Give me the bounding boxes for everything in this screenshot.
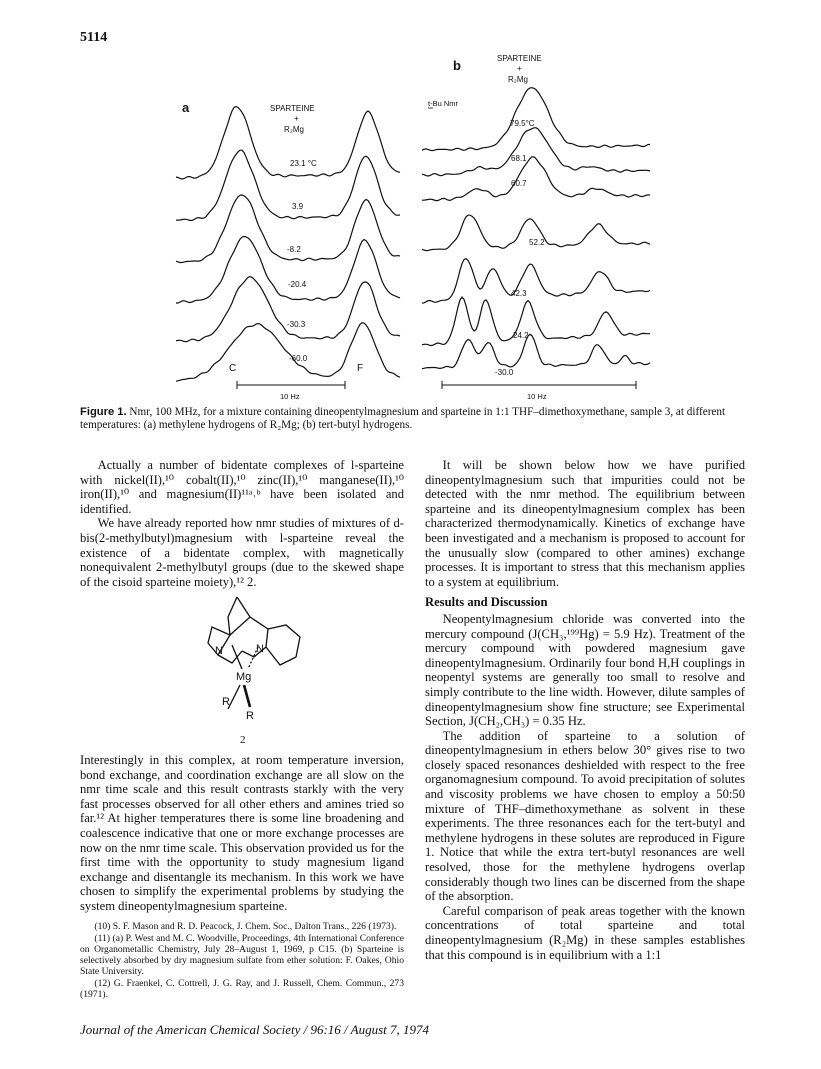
reference-11: (11) (a) P. West and M. C. Woodville, Proceedings, 4th International Conference on Organometallic Chemistry, July 28–August 1, 1969, p C15. (b) Sparteine is selectively absorbed by dry magnesium sulfate from ether solution: F. Oakes, Ohio State University. bbox=[80, 932, 404, 977]
figure-caption bbox=[80, 406, 745, 432]
compound-number: 2 bbox=[240, 734, 246, 746]
peak-label-f: F bbox=[357, 363, 364, 374]
panel-b-temp-1: 79.5°C bbox=[510, 119, 535, 128]
left-paragraph-2: We have already reported how nmr studies of mixtures of d-bis(2-methylbutyl)magnesium with l-sparteine reveal the existence of a bidentate complex, with magnetically nonequivalent 2-methylbutyl groups (due to the skewed shape of the cisoid sparteine moiety),¹² 2. bbox=[80, 516, 404, 589]
panel-b-temp-5: 42.3 bbox=[511, 289, 527, 298]
structure-group-r-1: R bbox=[222, 696, 230, 708]
panel-b-scale-label: 10 Hz bbox=[527, 392, 547, 401]
panel-b-temp-2: 68.1 bbox=[511, 154, 527, 163]
panel-b-header-line2: + bbox=[517, 64, 522, 73]
spectrum-trace bbox=[422, 128, 650, 176]
panel-b-header-line3: R₂Mg bbox=[508, 75, 528, 84]
panel-b-header-line1: SPARTEINE bbox=[497, 54, 542, 63]
spectrum-trace bbox=[422, 88, 650, 151]
spectrum-trace bbox=[176, 107, 400, 180]
panel-b-temp-4: 52.2 bbox=[529, 238, 545, 247]
spectrum-trace bbox=[422, 297, 650, 345]
figure-caption-text: Nmr, 100 MHz, for a mixture containing dineopentylmagnesium and sparteine in 1:1 THF–dimethoxymethane, sample 3, at different temperatures: (a) methylene hydrogens of R₂Mg; (b) tert-butyl hydrogens. bbox=[80, 406, 726, 431]
left-paragraph-1: Actually a number of bidentate complexes of l-sparteine with nickel(II),¹⁰ cobalt(II),¹⁰ zinc(II),¹⁰ manganese(II),¹⁰ iron(II),¹⁰ and magnesium(II)¹¹ᵃ˒ᵇ have been isolated and identified. bbox=[80, 458, 404, 516]
panel-b-nmr-label: t-Bu Nmr bbox=[428, 99, 458, 108]
right-paragraph-1: It will be shown below how we have purified dineopentylmagnesium such that impurities could not be detected with the nmr method. The equilibrium between sparteine and its dineopentylmagnesium complex has been characterized thermodynamically. Kinetics of exchange have been investigated and a mechanism is proposed to account for the unusually slow (compared to other amines) exchange processes. It is important to stress that this mechanism applies to a system at equilibrium. bbox=[425, 458, 745, 589]
panel-a-temp-6: -60.0 bbox=[289, 354, 308, 363]
panel-a-spectra bbox=[176, 107, 400, 382]
structure-atom-n-right: N bbox=[256, 643, 264, 655]
structure-atom-n-left: N bbox=[215, 645, 223, 657]
structure-atom-mg: Mg bbox=[236, 671, 252, 683]
panel-a-header-line2: + bbox=[294, 114, 299, 123]
spectrum-trace bbox=[176, 150, 400, 220]
figure-caption-label: Figure 1. bbox=[80, 406, 127, 418]
spectrum-trace bbox=[422, 259, 650, 304]
reference-12: (12) G. Fraenkel, C. Cottrell, J. G. Ray, and J. Russell, Chem. Commun., 273 (1971). bbox=[80, 977, 404, 1000]
panel-a-scale-bar bbox=[237, 381, 345, 389]
panel-b-temp-6: 24.2 bbox=[513, 331, 529, 340]
structure-group-r-2: R bbox=[246, 710, 254, 722]
panel-b-spectra bbox=[422, 88, 650, 369]
panel-b-temp-3: 60.7 bbox=[511, 179, 527, 188]
panel-a-temp-2: 3.9 bbox=[292, 202, 304, 211]
panel-a-scale-label: 10 Hz bbox=[280, 392, 300, 401]
peak-label-c: C bbox=[229, 363, 237, 374]
right-paragraph-3: The addition of sparteine to a solution of dineopentylmagnesium in ethers below 30° gives rise to two closely spaced resonances deshielded with respect to the free organomagnesium compound. To avoid precipitation of solutes and viscosity problems we have chosen to employ a 50:50 mixture of THF–dimethoxymethane as solvent in these experiments. The three resonances each for the tert-butyl and methylene hydrogens in these solutes are reproduced in Figure 1. Notice that while the extra tert-butyl resonances are well resolved, those for the methylene hydrogens overlap considerably though two lines can be discerned from the shape of the absorption. bbox=[425, 728, 745, 904]
spectrum-trace bbox=[422, 157, 650, 201]
panel-a-temp-4: -20.4 bbox=[288, 280, 307, 289]
panel-a-label: a bbox=[182, 100, 190, 115]
panel-b-scale-bar bbox=[442, 381, 636, 389]
journal-footer: Journal of the American Chemical Society / 96:16 / August 7, 1974 bbox=[80, 1022, 430, 1037]
page-number: 5114 bbox=[80, 30, 108, 45]
right-paragraph-4: Careful comparison of peak areas together with the known concentrations of total sparteine and total dineopentylmagnesium (R₂Mg) in these samples establishes that this compound is in equilibrium with a 1:1 bbox=[425, 903, 745, 962]
left-column-bottom bbox=[80, 753, 404, 1001]
sparteine-mg-structure bbox=[190, 585, 320, 725]
left-paragraph-3: Interestingly in this complex, at room temperature inversion, bond exchange, and coordination exchange are all slow on the nmr time scale and this result contrasts starkly with the very fast processes observed for all other ethers and amines tried so far.¹² At higher temperatures there is some line broadening and coalescence indicative that one or more exchange processes are now on the nmr time scale. This observation provided us for the first time with the opportunity to study magnesium ligand exchange and disentangle its mechanism. In this work we have chosen to simplify the experimental problems by studying the system dineopentylmagnesium sparteine. bbox=[80, 753, 404, 913]
panel-a-header-line3: R₂Mg bbox=[284, 125, 304, 134]
figure-1 bbox=[0, 0, 821, 405]
panel-b-label: b bbox=[453, 58, 461, 73]
reference-10: (10) S. F. Mason and R. D. Peacock, J. Chem. Soc., Dalton Trans., 226 (1973). bbox=[94, 920, 397, 932]
panel-a-temp-3: -8.2 bbox=[287, 245, 301, 254]
section-heading: Results and Discussion bbox=[425, 595, 548, 610]
panel-a-temp-5: -30.3 bbox=[287, 320, 306, 329]
panel-b-temp-7: -30.0 bbox=[495, 368, 514, 377]
spectrum-trace bbox=[422, 334, 650, 368]
left-column-top bbox=[80, 458, 404, 589]
right-paragraph-2: Neopentylmagnesium chloride was converted into the mercury compound (J(CH₃,¹⁹⁹Hg) = 5.9 Hz). Treatment of the mercury compound with powdered magnesium gave dineopentylmagnesium. Ordinarily four bond H,H couplings in neopentyl systems are generally too small to resolve and simply contribute to the line width. However, dilute samples of dineopentylmagnesium show fine structure; see Experimental Section, J(CH₂,CH₃) = 0.35 Hz. bbox=[425, 611, 745, 729]
panel-a-header-line1: SPARTEINE bbox=[270, 104, 315, 113]
spectrum-trace bbox=[176, 323, 400, 381]
panel-a-temp-1: 23.1 °C bbox=[290, 159, 317, 168]
references bbox=[80, 921, 404, 1000]
right-column bbox=[425, 458, 745, 962]
